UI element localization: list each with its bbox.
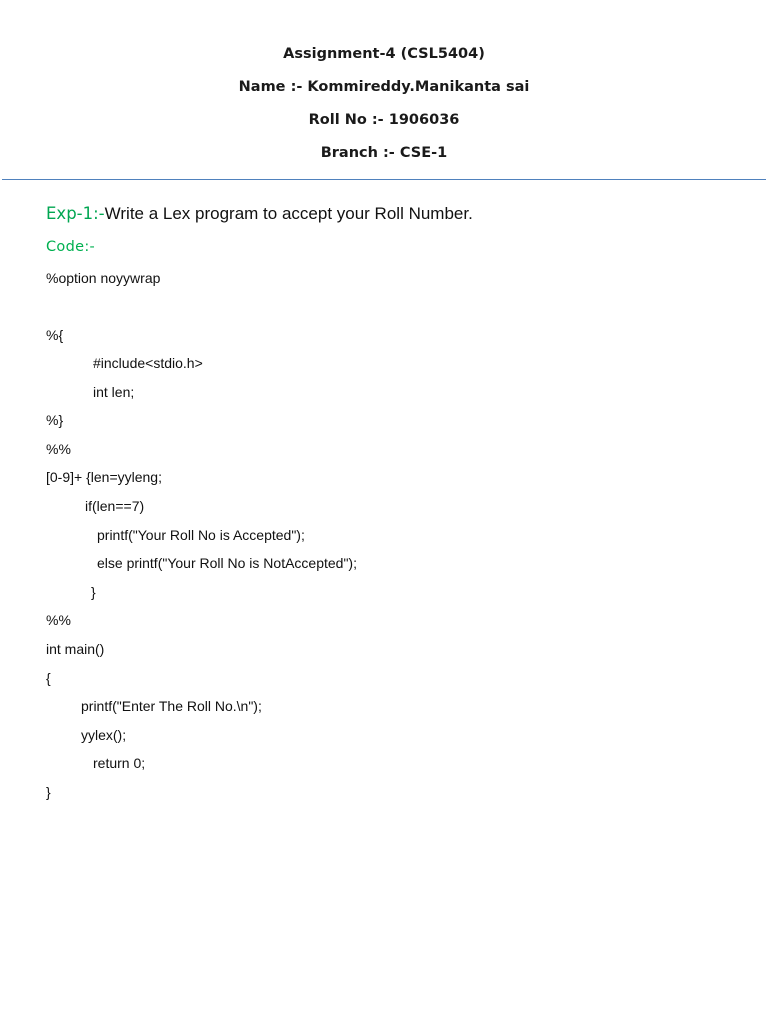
header-divider <box>2 179 766 180</box>
code-line: int main() <box>46 641 105 657</box>
experiment-title <box>46 204 473 224</box>
code-line: #include<stdio.h> <box>93 355 203 371</box>
code-line: %} <box>46 412 64 428</box>
code-line: [0-9]+ {len=yyleng; <box>46 469 162 485</box>
branch: Branch :- CSE-1 <box>320 145 448 161</box>
code-line: printf("Your Roll No is Accepted"); <box>97 527 305 543</box>
code-line: { <box>46 670 51 686</box>
student-name: Name :- Kommireddy.Manikanta sai <box>238 79 530 95</box>
assignment-title: Assignment-4 (CSL5404) <box>283 46 485 62</box>
code-line: else printf("Your Roll No is NotAccepted"); <box>97 555 357 571</box>
code-line: int len; <box>93 384 135 400</box>
code-line: %{ <box>46 327 64 343</box>
roll-number: Roll No :- 1906036 <box>308 112 460 128</box>
code-line: if(len==7) <box>85 498 145 514</box>
experiment-label: Exp-1:- <box>46 204 105 223</box>
code-line: %% <box>46 441 71 457</box>
code-line: %option noyywrap <box>46 270 161 286</box>
code-line: } <box>91 584 96 600</box>
code-line: printf("Enter The Roll No.\n"); <box>81 698 262 714</box>
code-line: return 0; <box>93 755 146 771</box>
experiment-description: Write a Lex program to accept your Roll Number. <box>104 204 473 223</box>
code-heading: Code:- <box>46 239 96 255</box>
code-line: yylex(); <box>81 727 127 743</box>
code-line: } <box>46 784 51 800</box>
code-line: %% <box>46 612 71 628</box>
